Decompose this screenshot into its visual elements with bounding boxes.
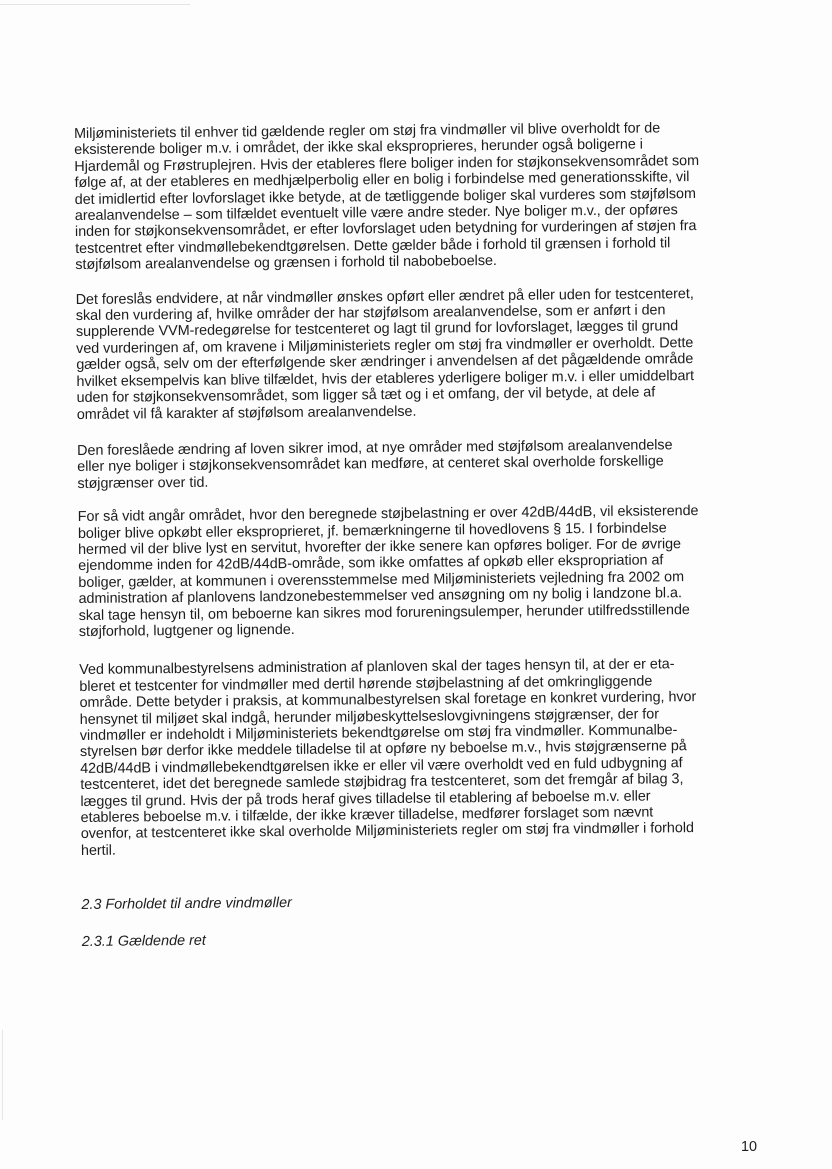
scan-artifact-left xyxy=(2,1030,3,1120)
paragraph-4 xyxy=(78,503,751,641)
text-line: 42dB/44dB i vindmøllebekendtgørelsen ikke er eller vil være overholdt ved en fuld udbygning af xyxy=(80,755,683,777)
paragraph-3 xyxy=(77,436,749,492)
text-line: Det foreslås endvidere, at når vindmøller ønskes opført eller ændret på eller uden for testcenteret, xyxy=(75,285,694,308)
text-line: etableres beboelse m.v. i tilfælde, der ikke kræver tilladelse, medfører forslaget som nævnt xyxy=(80,804,654,826)
text-line: Hjardemål og Frøstruplejren. Hvis der etableres flere boliger inden for støjkonsekvensområdet som xyxy=(74,152,700,175)
text-line: arealanvendelse – som tilfældet eventuelt ville være andre steder. Nye boliger m.v., der opføres xyxy=(74,202,678,225)
paragraph-5 xyxy=(79,656,753,859)
text-line: ved vurderingen af, om kravene i Miljøministeriets regler om støj fra vindmøller er overholdt. Dette xyxy=(76,334,694,357)
section-spacer xyxy=(81,853,753,897)
text-line: Ved kommunalbestyrelsens administration af planloven skal der tages hensyn til, at der er eta- xyxy=(79,656,675,679)
text-line: bleret et testcenter for vindmøller med dertil hørende støjbelastning af det omkringliggende xyxy=(79,673,653,695)
subsection-heading: 2.3.1 Gældende ret xyxy=(81,933,206,951)
text-line: støjfølsom arealanvendelse og grænsen i forhold til nabobeboelse. xyxy=(75,253,497,274)
text-line: eller nye boliger i støjkonsekvensområdet kan medføre, at centeret skal overholde forskellige xyxy=(77,453,664,476)
text-line: ovenfor, at testcenteret ikke skal overholde Miljøministeriets regler om støj fra vindmøller i forhold xyxy=(80,820,694,843)
text-line: støjforhold, lugtgener og lignende. xyxy=(78,621,295,640)
text-line: vindmøller er indeholdt i Miljøministeriets bekendtgørelse om støj fra vindmøller. Kommunalbe- xyxy=(79,722,678,744)
section-heading: 2.3 Forholdet til andre vindmøller xyxy=(81,895,292,914)
text-line: skal tage hensyn til, om beboerne kan sikres mod forureningsulemper, herunder utilfredsstillende xyxy=(78,601,690,624)
text-line: det imidlertid efter lovforslaget ikke betyde, at de tætliggende boliger skal vurderes som støjfølsom xyxy=(74,185,696,208)
scan-artifact-top xyxy=(0,4,190,5)
text-line: supplerende VVM-redegørelse for testcenteret og lagt til grund for lovforslaget, lægges til grund xyxy=(75,318,679,341)
paragraph-1 xyxy=(74,120,747,274)
text-line: For så vidt angår området, hvor den beregnede støjbelastning er over 42dB/44dB, vil eksisterende xyxy=(77,503,699,526)
text-line: testcenteret, idet det beregnede samlede støjbidrag fra testcenteret, som det fremgår af bilag 3, xyxy=(80,771,684,794)
text-line: følge af, at der etableres en medhjælperbolig eller en bolig i forbindelse med generationsskifte, vil xyxy=(74,169,690,192)
text-line: Miljøministeriets til enhver tid gældende regler om støj fra vindmøller vil blive overholdt for de xyxy=(74,120,661,142)
text-line: boliger blive opkøbt eller eksproprieret, jf. bemærkningerne til hovedlovens § 15. I forbindelse xyxy=(77,519,667,542)
text-line: gælder også, selv om der efterfølgende sker ændringer i anvendelsen af det pågældende område xyxy=(76,351,694,374)
text-line: område. Dette betyder i praksis, at kommunalbestyrelsen skal foretage en konkret vurdering, hvor xyxy=(79,689,697,712)
document-body xyxy=(74,120,754,952)
text-line: lægges til grund. Hvis der på trods heraf gives tilladelse til etablering af beboelse m.v. eller xyxy=(80,788,651,810)
text-line: ejendomme inden for 42dB/44dB-område, som ikke omfattes af opkøb eller ekspropriation af xyxy=(78,552,664,575)
paragraph-2 xyxy=(76,285,749,423)
text-line: støjgrænser over tid. xyxy=(77,474,209,492)
text-line: testcentret efter vindmøllebekendtgørelsen. Dette gælder både i forhold til grænsen i forhold til xyxy=(75,235,671,257)
text-line: Den foreslåede ændring af loven sikrer imod, at nye områder med støjfølsom arealanvendelse xyxy=(77,437,673,459)
text-line: hermed vil der blive lyst en servitut, hvorefter der ikke senere kan opføres boliger. For de øvrige xyxy=(77,536,682,558)
text-line: hensynet til miljøet skal indgå, herunder miljøbeskyttelseslovgivningens støjgrænser, der for xyxy=(79,706,659,728)
page-number: 10 xyxy=(741,1139,758,1155)
text-line: administration af planlovens landzonebestemmelser ved ansøgning om ny bolig i landzone bl.a. xyxy=(78,585,682,608)
text-line: skal den vurdering af, hvilke områder der har støjfølsom arealanvendelse, som er anført i den xyxy=(75,302,666,325)
text-line: området vil få karakter af støjfølsom arealanvendelse. xyxy=(76,403,417,423)
text-line: boliger, gælder, at kommunen i overensstemmelse med Miljøministeriets vejledning fra 2002 om xyxy=(78,568,685,591)
text-line: uden for støjkonsekvensområdet, som ligger så tæt og i et omfang, der vil betyde, at dele af xyxy=(76,384,656,407)
text-line: hertil. xyxy=(80,842,116,859)
text-line: inden for støjkonsekvensområdet, er efter lovforslaget uden betydning for vurderingen af støjen fra xyxy=(74,218,697,241)
text-line: eksisterende boliger m.v. i området, der ikke skal eksproprieres, herunder også boligerne i xyxy=(74,136,643,159)
text-line: styrelsen bør derfor ikke meddele tilladelse til at opføre ny beboelse m.v., hvis støjgrænserne på xyxy=(79,738,687,761)
text-line: hvilket eksempelvis kan blive tilfældet, hvis der etableres yderligere boliger m.v. i eller umiddelbart xyxy=(76,367,695,390)
